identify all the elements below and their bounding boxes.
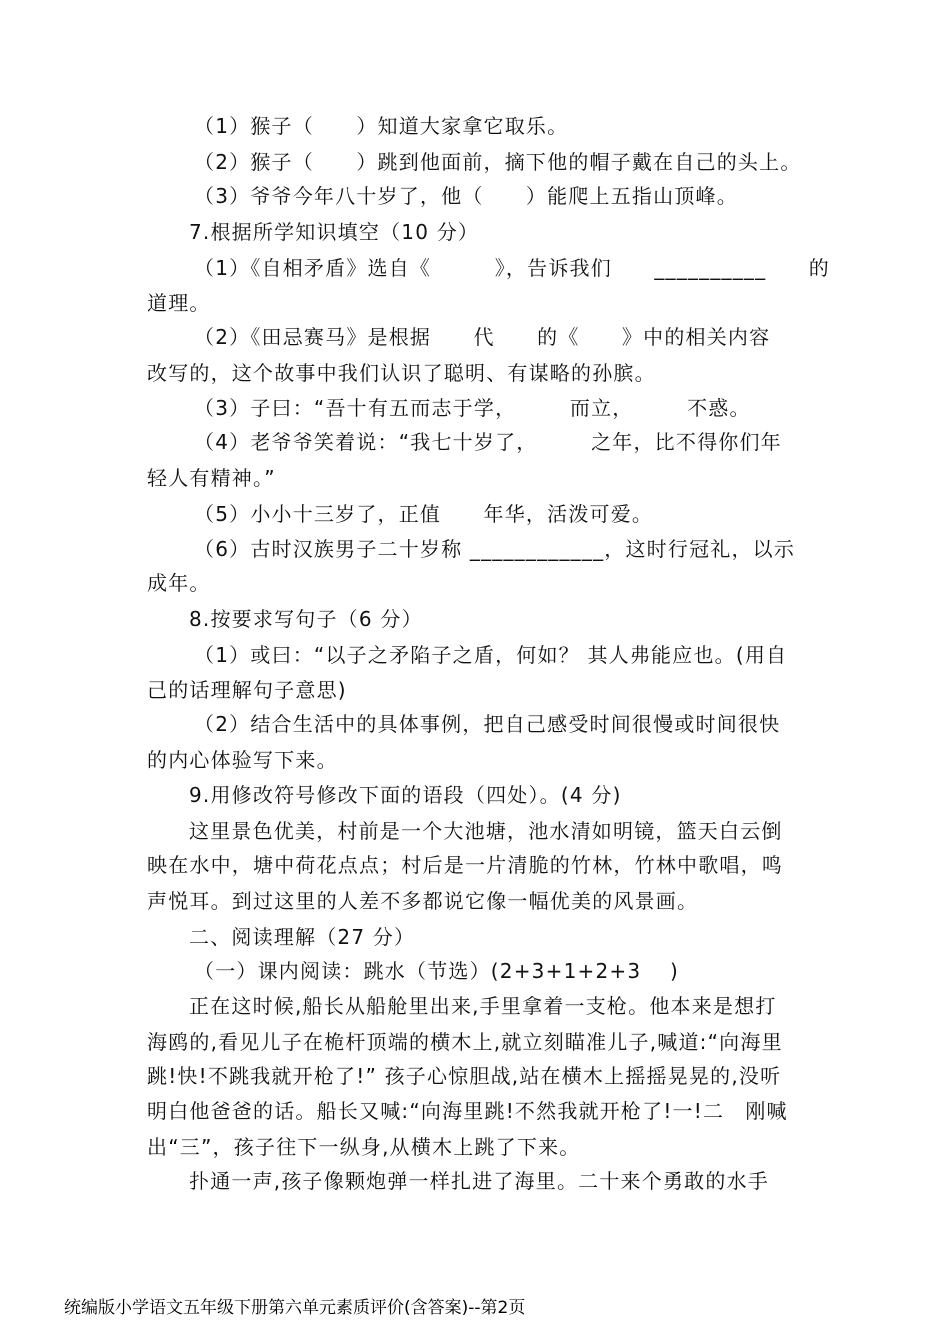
question-7-2: （2）《田忌赛马》是根据 代 的《 》中的相关内容 <box>194 325 771 349</box>
question-7-heading: 7.根据所学知识填空（10 分） <box>189 220 480 244</box>
passage-9-line-2: 映在水中，塘中荷花点点；村后是一片清脆的竹林，竹林中歌唱，鸣 <box>147 853 783 877</box>
reading-1-heading: （一）课内阅读：跳水（节选）(2+3+1+2+3 ) <box>194 959 680 983</box>
question-8-heading: 8.按要求写句子（6 分） <box>189 607 423 631</box>
question-7-6: （6）古时汉族男子二十岁称 ____________，这时行冠礼，以示 <box>194 537 796 561</box>
question-6-2: （2）猴子（ ）跳到他面前，摘下他的帽子戴在自己的头上。 <box>194 150 802 174</box>
question-7-1-cont: 道理。 <box>147 291 211 315</box>
question-9-heading: 9.用修改符号修改下面的语段（四处）。(4 分) <box>189 783 622 807</box>
question-7-4-cont: 轻人有精神。” <box>147 466 276 490</box>
question-8-1: （1）或曰：“以子之矛陷子之盾，何如？ 其人弗能应也。(用自 <box>194 643 788 667</box>
passage-9-line-1: 这里景色优美，村前是一个大池塘，池水清如明镜，篮天白云倒 <box>189 819 783 843</box>
section-2-heading: 二、阅读理解（27 分） <box>189 925 416 949</box>
reading-1-line-6: 扑通一声,孩子像颗炮弹一样扎进了海里。二十来个勇敢的水手 <box>189 1169 769 1193</box>
page-footer: 统编版小学语文五年级下册第六单元素质评价(含答案)--第2页 <box>64 1298 526 1318</box>
question-8-2: （2）结合生活中的具体事例，把自己感受时间很慢或时间很快 <box>194 712 781 736</box>
question-7-2-cont: 改写的，这个故事中我们认识了聪明、有谋略的孙膑。 <box>147 361 656 385</box>
reading-1-line-1: 正在这时候,船长从船舱里出来,手里拿着一支枪。他本来是想打 <box>189 994 777 1018</box>
question-7-4: （4）老爷爷笑着说：“我七十岁了， 之年，比不得你们年 <box>194 430 782 454</box>
reading-1-line-3: 跳!快!不跳我就开枪了!” 孩子心惊胆战,站在横木上摇摇晃晃的,没听 <box>147 1064 782 1088</box>
reading-1-line-4: 明白他爸爸的话。船长又喊:“向海里跳!不然我就开枪了!一!二 刚喊 <box>147 1099 788 1123</box>
question-8-1-cont: 己的话理解句子意思) <box>147 678 347 702</box>
question-7-3: （3）子曰：“吾十有五而志于学， 而立， 不惑。 <box>194 396 751 420</box>
question-7-6-cont: 成年。 <box>147 571 211 595</box>
question-6-1: （1）猴子（ ）知道大家拿它取乐。 <box>194 114 569 138</box>
reading-1-line-5: 出“三”，孩子往下一纵身,从横木上跳了下来。 <box>147 1135 581 1159</box>
passage-9-line-3: 声悦耳。到过这里的人差不多都说它像一幅优美的风景画。 <box>147 889 699 913</box>
question-7-1: （1）《自相矛盾》选自《 》，告诉我们 __________ 的 <box>194 256 830 280</box>
question-8-2-cont: 的内心体验写下来。 <box>147 748 338 772</box>
reading-1-line-2: 海鸥的,看见儿子在桅杆顶端的横木上,就立刻瞄准儿子,喊道:“向海里 <box>147 1030 783 1054</box>
question-7-5: （5）小小十三岁了，正值 年华，活泼可爱。 <box>194 502 654 526</box>
question-6-3: （3）爷爷今年八十岁了，他（ ）能爬上五指山顶峰。 <box>194 184 738 208</box>
